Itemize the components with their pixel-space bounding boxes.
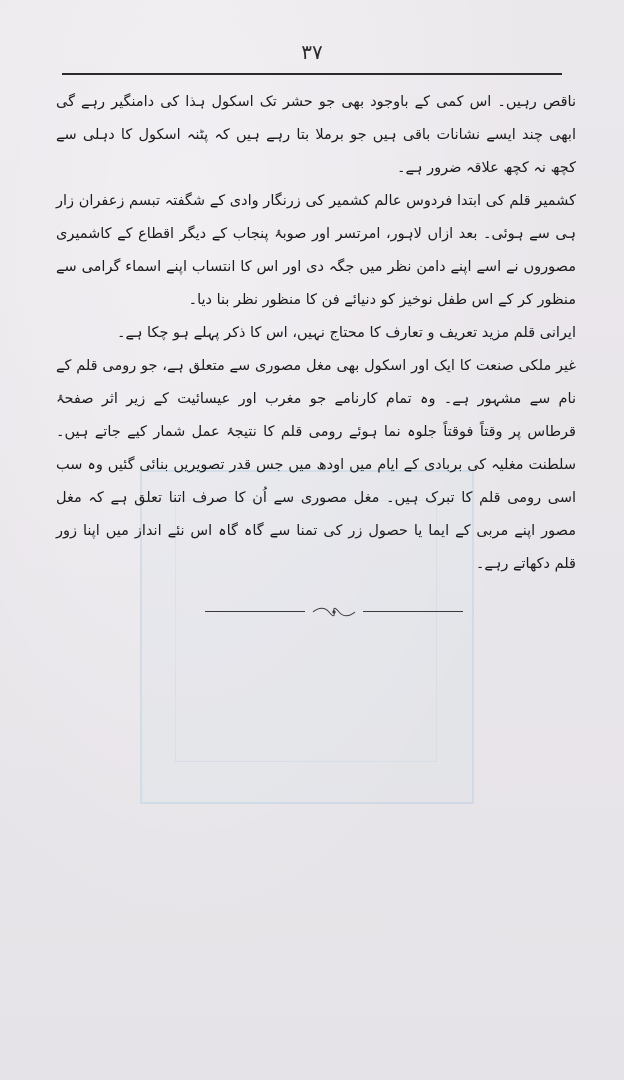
- header-rule: [62, 73, 562, 75]
- body-text: [56, 86, 576, 581]
- divider-line-right: [363, 611, 463, 612]
- paragraph-1: ناقص رہیں۔ اس کمی کے باوجود بھی جو حشر تک اسکول ہذا کی دامنگیر رہے گی ابھی چند ایسے نشانات باقی ہیں جو برملا بتا رہے ہیں کہ پٹنہ اسکول کا دہلی سے کچھ نہ کچھ علاقہ ضرور ہے۔: [56, 94, 576, 176]
- paragraph-2: کشمیر قلم کی ابتدا فردوس عالم کشمیر کی زرنگار وادی کے شگفتہ تبسم زعفران زار ہی سے ہوئی۔ بعد ازاں لاہور، امرتسر اور صوبۂ پنجاب کے دیگر اقطاع کے کاشمیری مصوروں نے اسے اپنے دامن نظر میں جگہ دی اور اس کا انتساب اپنے اسماء گرامی سے منظور کر کے اس طفل نوخیز کو دنیائے فن کا منظور نظر بنا دیا۔: [56, 193, 576, 308]
- divider-line-left: [205, 611, 305, 612]
- page-number: ۳۷: [301, 40, 323, 64]
- ornament-icon: [311, 606, 357, 618]
- section-divider: [205, 606, 463, 618]
- paragraph-3: ایرانی قلم مزید تعریف و تعارف کا محتاج نہیں، اس کا ذکر پہلے ہو چکا ہے۔: [116, 325, 576, 341]
- paragraph-4: غیر ملکی صنعت کا ایک اور اسکول بھی مغل مصوری سے متعلق ہے، جو رومی قلم کے نام سے مشہور ہے۔ وہ تمام کارنامے جو مغرب اور عیسائیت کے زیر اثر صفحۂ قرطاس پر وقتاً فوقتاً جلوہ نما ہوئے رومی قلم کا نتیجۂ عمل شمار کیے جاتے ہیں۔ سلطنت مغلیہ کی بربادی کے ایام میں اودھ میں جس قدر تصویریں بنائی گئیں وہ سب اسی رومی قلم کا تبرک ہیں۔ مغل مصوری سے اُن کا صرف اتنا تعلق ہے کہ مغل مصور اپنے مربی کے ایما یا حصول زر کی تمنا سے گاہ گاہ اس نئے انداز میں اپنا زور قلم دکھاتے رہے۔: [56, 358, 576, 572]
